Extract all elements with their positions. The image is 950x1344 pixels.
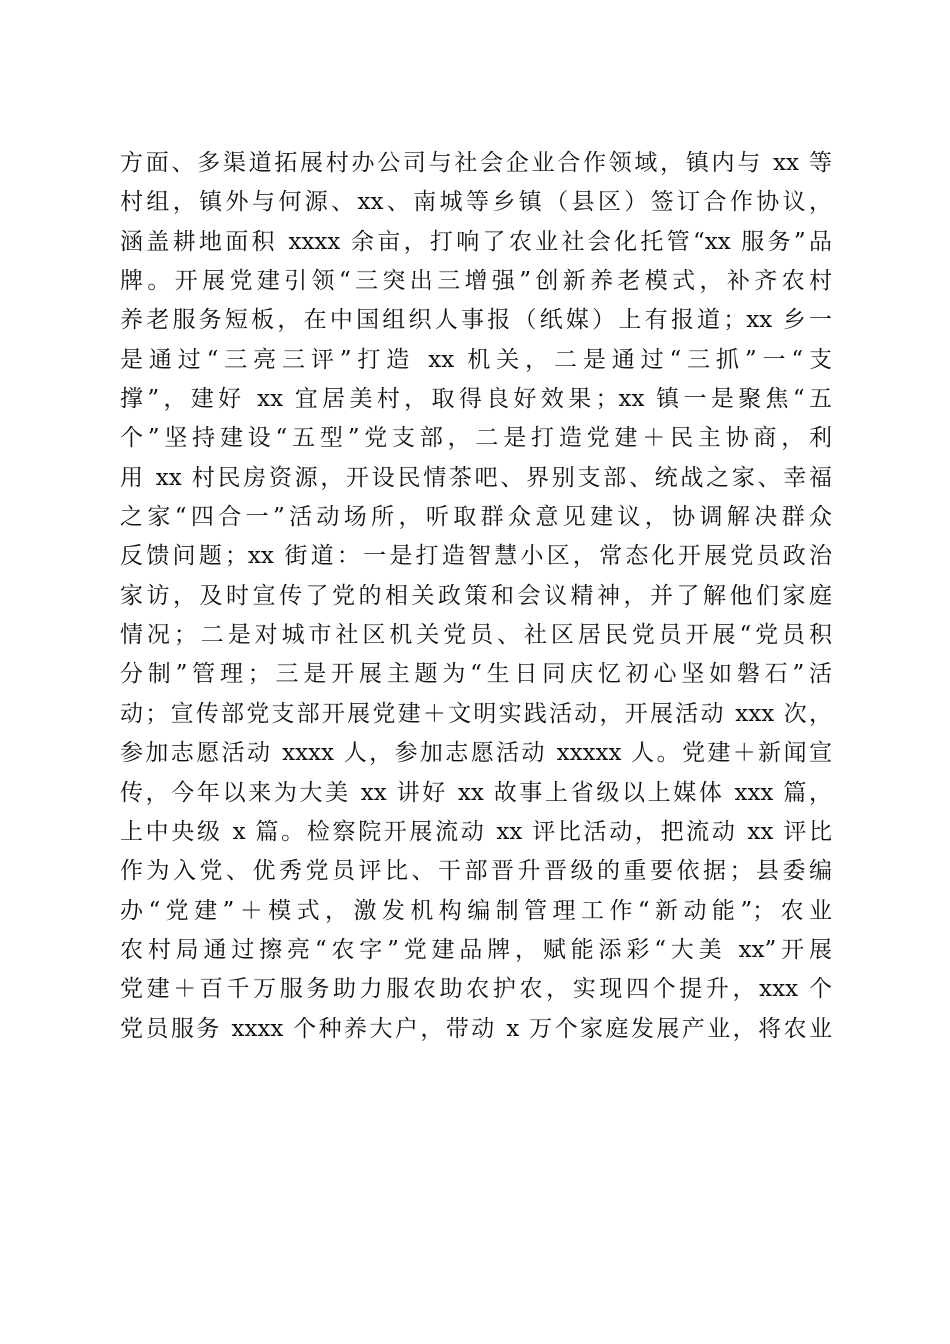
text-line: 传，今年以来为大美 xx 讲好 xx 故事上省级以上媒体 xxx 篇， [120, 779, 832, 806]
text-line: 党员服务 xxxx 个种养大户，带动 x 万个家庭发展产业，将农业 [120, 1015, 832, 1042]
text-line: 养老服务短板，在中国组织人事报（纸媒）上有报道；xx 乡一 [120, 307, 832, 334]
text-line: 农村局通过擦亮“农字”党建品牌，赋能添彩“大美 xx”开展 [120, 936, 832, 963]
text-line: 情况；二是对城市社区机关党员、社区居民党员开展“党员积 [120, 622, 832, 649]
text-line: 作为入党、优秀党员评比、干部晋升晋级的重要依据；县委编 [120, 858, 832, 885]
text-line: 个”坚持建设“五型”党支部，二是打造党建＋民主协商，利 [120, 425, 832, 452]
text-line: 反馈问题；xx 街道：一是打造智慧小区，常态化开展党员政治 [120, 543, 832, 570]
text-line: 党建＋百千万服务助力服农助农护农，实现四个提升，xxx 个 [120, 976, 832, 1003]
text-line: 方面、多渠道拓展村办公司与社会企业合作领域，镇内与 xx 等 [120, 150, 832, 176]
text-line: 分制”管理；三是开展主题为“生日同庆忆初心坚如磐石”活 [120, 661, 832, 688]
text-line: 上中央级 x 篇。检察院开展流动 xx 评比活动，把流动 xx 评比 [120, 818, 832, 845]
text-line: 办“党建”＋模式，激发机构编制管理工作“新动能”；农业 [120, 897, 832, 924]
text-line: 家访，及时宣传了党的相关政策和会议精神，并了解他们家庭 [120, 582, 832, 609]
text-line: 撑”，建好 xx 宜居美村，取得良好效果；xx 镇一是聚焦“五 [120, 386, 832, 413]
text-line: 村组，镇外与何源、xx、南城等乡镇（县区）签订合作协议， [120, 189, 832, 216]
text-line: 之家“四合一”活动场所，听取群众意见建议，协调解决群众 [120, 504, 832, 531]
text-line: 涵盖耕地面积 xxxx 余亩，打响了农业社会化托管“xx 服务”品 [120, 228, 832, 255]
text-line: 是通过“三亮三评”打造 xx 机关，二是通过“三抓”一“支 [120, 346, 832, 373]
text-line: 牌。开展党建引领“三突出三增强”创新养老模式，补齐农村 [120, 268, 832, 295]
text-line: 参加志愿活动 xxxx 人，参加志愿活动 xxxxx 人。党建＋新闻宣 [120, 740, 832, 767]
body-paragraph [120, 144, 832, 1049]
text-line: 用 xx 村民房资源，开设民情茶吧、界别支部、统战之家、幸福 [120, 464, 832, 491]
text-line: 动；宣传部党支部开展党建＋文明实践活动，开展活动 xxx 次， [120, 700, 832, 727]
